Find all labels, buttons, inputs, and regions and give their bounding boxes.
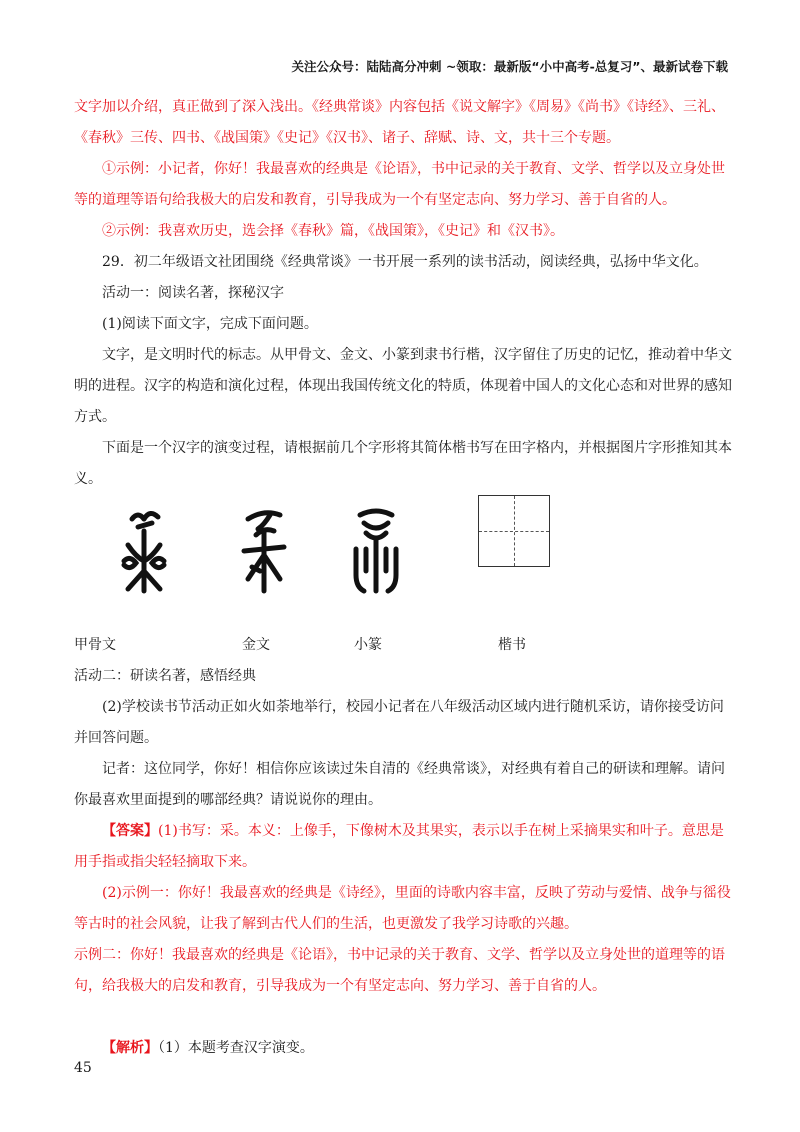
activity-1-title: 活动一：阅读名著，探秘汉字 bbox=[102, 285, 284, 301]
answer-1-text: (1)书写：采。本义：上像手，下像树木及其果实，表示以手在树上采摘果实和叶子。意思是用手指或指尖轻轻摘取下来。 bbox=[74, 823, 724, 870]
document-body bbox=[74, 92, 734, 1064]
reading-passage: 文字，是文明时代的标志。从甲骨文、金文、小篆到隶书行楷，汉字留住了历史的记忆，推动着中华文明的进程。汉字的构造和演化过程，体现出我国传统文化的特质，体现着中国人的文化心态和对世界的感知方式。 bbox=[74, 347, 732, 425]
page-number: 45 bbox=[74, 1060, 92, 1076]
label-bronze: 金文 bbox=[242, 637, 270, 653]
analysis bbox=[74, 1033, 734, 1064]
oracle-bone-glyph bbox=[114, 505, 174, 595]
answer-example-2: ②示例：我喜欢历史，选会择《春秋》篇，《战国策》，《史记》和《汉书》。 bbox=[102, 223, 564, 239]
grid-horizontal-guide bbox=[479, 531, 549, 532]
paragraph-intro: 文字加以介绍，真正做到了深入浅出。《经典常谈》内容包括《说文解字》《周易》《尚书》《诗经》、三礼、《春秋》三传、四书、《战国策》《史记》《汉书》、诸子、辞赋、诗、文，共十三个专题。 bbox=[74, 99, 725, 146]
question-2-prompt: (2)学校读书节活动正如火如荼地举行，校园小记者在八年级活动区域内进行随机采访，请你接受访问并回答问题。 bbox=[74, 699, 724, 746]
activity-2-title: 活动二：研读名著，感悟经典 bbox=[74, 668, 256, 684]
page-header: 关注公众号：陆陆高分冲刺 ~领取：最新版“小中高考-总复习”、最新试卷下载 bbox=[291, 59, 728, 74]
label-small-seal: 小篆 bbox=[354, 637, 382, 653]
question-1-prompt: (1)阅读下面文字，完成下面问题。 bbox=[102, 316, 318, 332]
answer-1 bbox=[74, 816, 734, 878]
analysis-text: （1）本题考查汉字演变。 bbox=[158, 1040, 314, 1056]
analysis-tag: 【解析】 bbox=[102, 1040, 158, 1056]
bronze-script-glyph bbox=[234, 505, 294, 595]
answer-3: 示例二：你好！我最喜欢的经典是《论语》，书中记录的关于教育、文学、哲学以及立身处世的道理等的语句，给我极大的启发和教育，引导我成为一个有坚定志向、努力学习、善于自省的人。 bbox=[74, 947, 725, 994]
answer-2: (2)示例一：你好！我最喜欢的经典是《诗经》，里面的诗歌内容丰富，反映了劳动与爱情、战争与徭役等古时的社会风貌，让我了解到古代人们的生活，也更激发了我学习诗歌的兴趣。 bbox=[74, 885, 731, 932]
script-labels bbox=[74, 630, 734, 661]
answer-tag: 【答案】 bbox=[102, 823, 158, 839]
question-29: 29．初二年级语文社团围绕《经典常谈》一书开展一系列的读书活动，阅读经典，弘扬中华文化。 bbox=[102, 254, 708, 270]
answer-example-1: ①示例：小记者，你好！我最喜欢的经典是《论语》，书中记录的关于教育、文学、哲学以及立身处世等的道理等语句给我极大的启发和教育，引导我成为一个有坚定志向、努力学习、善于自省的人。 bbox=[74, 161, 725, 208]
label-regular-script: 楷书 bbox=[498, 637, 526, 653]
reporter-question: 记者：这位同学，你好！相信你应该读过朱自清的《经典常谈》，对经典有着自己的研读和理解。请问你最喜欢里面提到的哪部经典？请说说你的理由。 bbox=[74, 761, 725, 808]
label-oracle-bone: 甲骨文 bbox=[74, 637, 116, 653]
small-seal-glyph bbox=[346, 505, 406, 595]
character-evolution-figure bbox=[74, 495, 734, 630]
question-1-instruction: 下面是一个汉字的演变过程，请根据前几个字形将其简体楷书写在田字格内，并根据图片字形推知其本义。 bbox=[74, 440, 732, 487]
tianzige-writing-grid[interactable] bbox=[478, 495, 550, 567]
